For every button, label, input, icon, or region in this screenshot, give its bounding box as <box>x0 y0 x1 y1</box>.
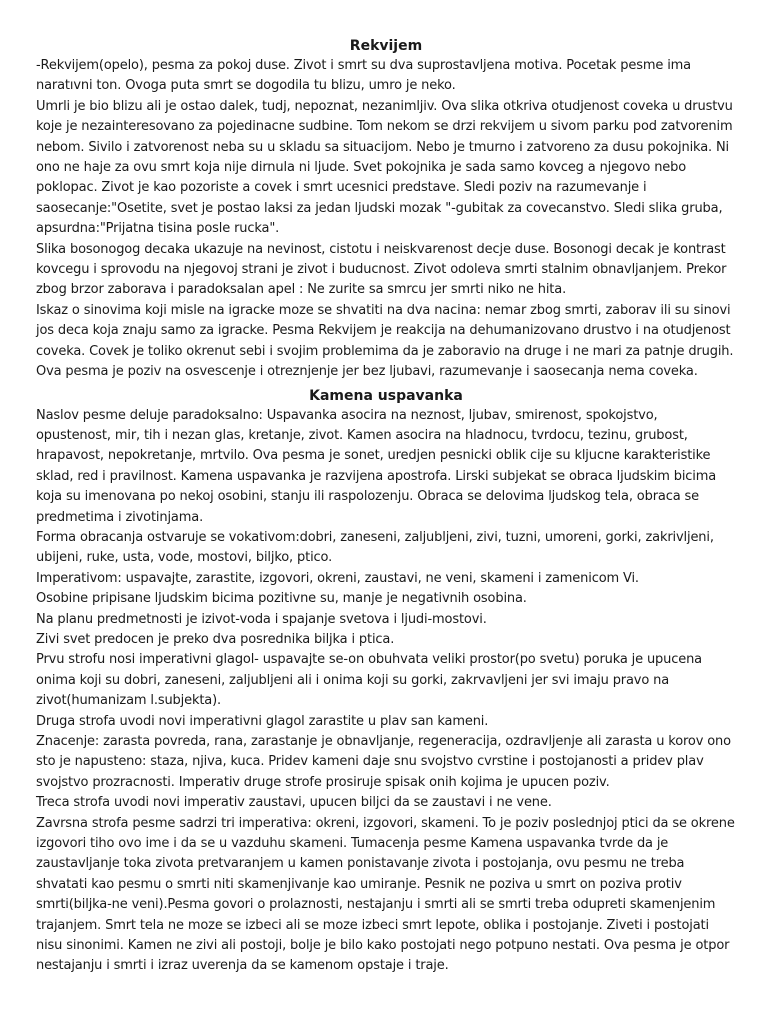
section-kamena-uspavanka <box>36 386 736 977</box>
paragraph: Znacenje: zarasta povreda, rana, zarastanje je obnavljanje, regeneracija, ozdravljenje ali zarasta u korov ono sto je napusteno: staza, njiva, kuca. Pridev kameni daje snu svojstvo cvrstine i postojanosti a pridev plav svojstvo prozracnosti. Imperativ druge strofe prosiruje spisak onih kojima je upucen poziv. <box>36 734 731 790</box>
section-rekvijem <box>36 36 736 383</box>
section-title: Rekvijem <box>349 38 423 54</box>
paragraph: Iskaz o sinovima koji misle na igracke moze se shvatiti na dva nacina: nemar zbog smrti, zaborav ili su sinovi jos deca koja znaju samo za igracke. Pesma Rekvijem je reakcija na dehumanizovano drustvo i na otudjenost coveka. Covek je toliko okrenut sebi i svojim problemima da je zaboravio na druge i ne mari za patnje drugih. Ova pesma je poziv na osvescenje i otreznjenje jer bez ljubavi, razumevanje i saosecanja nema coveka. <box>36 302 734 380</box>
paragraph: Slika bosonogog decaka ukazuje na nevinost, cistotu i neiskvarenost decje duse. Bosonogi decak je kontrast kovcegu i sprovodu na njegovoj strani je zivot i buducnost. Zivot odoleva smrti stalnim obnavljanjem. Prekor zbog brzor zaborava i paradoksalan apel : Ne zurite sa smrcu jer smrti niko ne hita. <box>36 241 727 298</box>
paragraph: Imperativom: uspavajte, zarastite, izgovori, okreni, zaustavi, ne veni, skameni i zamenicom Vi. <box>36 570 639 586</box>
paragraph: Druga strofa uvodi novi imperativni glagol zarastite u plav san kameni. <box>36 713 489 729</box>
paragraph: -Rekvijem(opelo), pesma za pokoj duse. Zivot i smrt su dva suprostavljena motiva. Pocetak pesme ima naratıvni ton. Ovoga puta smrt se dogodila tu blizu, umro je neko. <box>36 58 691 94</box>
paragraph: Treca strofa uvodi novi imperativ zaustavi, upucen biljci da se zaustavi i ne vene. <box>36 795 552 811</box>
paragraph: Umrli je bio blizu ali je ostao dalek, tudj, nepoznat, nezanimljiv. Ova slika otkriva otudjenost coveka u drustvu koje je nezainteresovano za pojedinacne sudbine. Tom nekom se drzi rekvijem u sivom parku pod zatvorenim nebom. Sivilo i zatvorenost neba su u skladu sa situacijom. Nebo je tmurno i zatvoreno za dusu pokojnika. Ni ono ne haje za ovu smrt koja nije dirnula ni ljude. Svet pokojnika je sada samo kovceg a njegovo nebo poklopac. Zivot je kao pozoriste a covek i smrt ucesnici predstave. Sledi poziv na razumevanje i saosecanje:"Osetite, svet je postao laksi za jedan ljudski mozak "-gubitak za covecanstvo. Sledi slika gruba, apsurdna:"Prijatna tisina posle rucka". <box>36 98 733 237</box>
paragraph: Prvu strofu nosi imperativni glagol- uspavajte se-on obuhvata veliki prostor(po svetu) poruka je upucena onima koji su dobri, zaneseni, zaljubljeni ali i onima koji su gorki, zakrvavljeni jer svi imaju pravo na zivot(humanizam l.subjekta). <box>36 652 702 709</box>
paragraph: Zavrsna strofa pesme sadrzi tri imperativa: okreni, izgovori, skameni. To je poziv poslednjoj ptici da se okrene izgovori tiho ovo ime i da se u vazduhu skameni. Tumacenja pesme Kamena uspavanka tvrde da je zaustavljanje toka zivota pretvaranjem u kamen ponistavanje zivota i postojanja, ovu pesmu ne treba shvatati kao pesmu o smrti niti skamenjivanje kao umiranje. Pesnik ne poziva u smrt on poziva protiv smrti(biljka-ne veni).Pesma govori o prolaznosti, nestajanju i smrti ali se smrti treba odupreti skamenjenim trajanjem. Smrt tela ne moze se izbeci ali se moze izbeci smrt lepote, oblika i postojanje. Ziveti i postojati nisu sinonimi. Kamen ne zivi ali postoji, bolje je bilo kako postojati nego potpuno nestati. Ova pesma je otpor nestajanju i smrti i izraz uverenja da se kamenom opstaje i traje. <box>36 815 735 974</box>
paragraph: Osobine pripisane ljudskim bicima pozitivne su, manje je negativnih osobina. <box>36 591 527 607</box>
paragraph: Forma obracanja ostvaruje se vokativom:dobri, zaneseni, zaljubljeni, zivi, tuzni, umoreni, gorki, zakrivljeni, ubijeni, ruke, usta, vode, mostovi, biljko, ptico. <box>36 529 714 566</box>
paragraph: Zivi svet predocen je preko dva posrednika biljka i ptica. <box>36 631 395 647</box>
paragraph: Naslov pesme deluje paradoksalno: Uspavanka asocira na neznost, ljubav, smirenost, spokojstvo, opustenost, mir, tih i nezan glas, kretanje, zivot. Kamen asocira na hladnocu, tvrdocu, tezinu, grubost, hrapavost, nepokretanje, mrtvilo. Ova pesma je sonet, uredjen pesnicki oblik cije su kljucne karakteristike sklad, red i pravilnost. Kamena uspavanka je razvijena apostrofa. Lirski subjekat se obraca ljudskim bicima koja su imenovana po nekoj osobini, stanju ili raspolozenju. Obraca se delovima ljudskog tela, obraca se predmetima i zivotinjama. <box>36 407 717 525</box>
section-title: Kamena uspavanka <box>309 387 463 404</box>
paragraph: Na planu predmetnosti je izivot-voda i spajanje svetova i ljudi-mostovi. <box>36 611 487 627</box>
document-page <box>36 36 736 977</box>
